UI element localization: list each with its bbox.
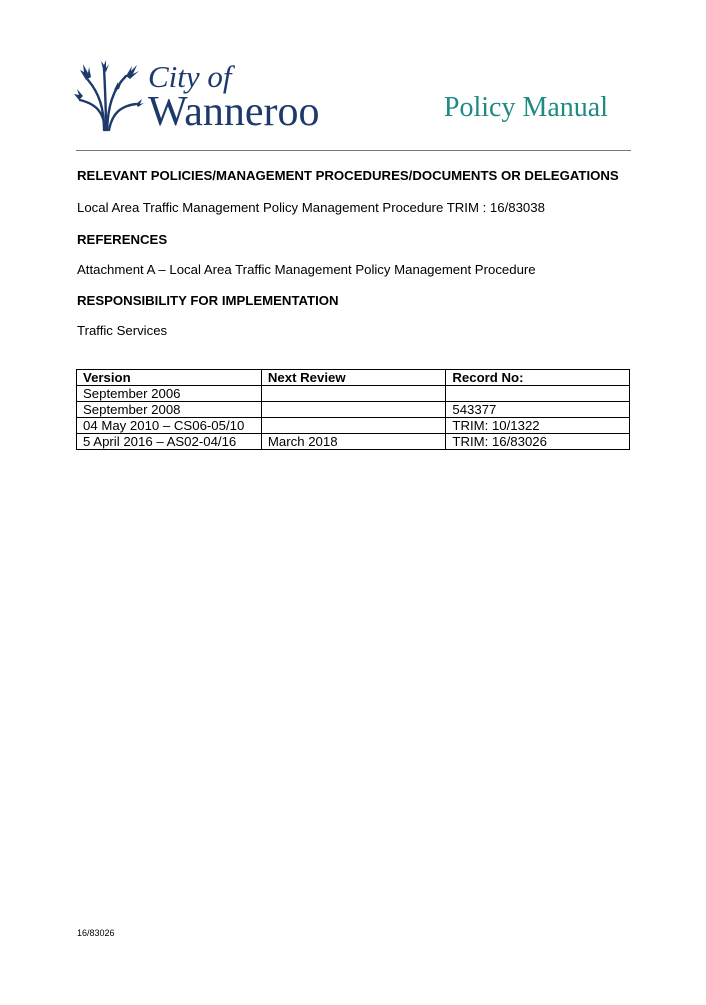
- table-row: [77, 402, 630, 418]
- version-cell: 04 May 2010 – CS06-05/10: [77, 418, 262, 434]
- table-row: [77, 386, 630, 402]
- references-heading: REFERENCES: [77, 232, 168, 247]
- table-row: [77, 434, 630, 450]
- column-header-record-no: Record No:: [446, 370, 630, 386]
- version-cell: 5 April 2016 – AS02-04/16: [77, 434, 262, 450]
- table-row: [77, 418, 630, 434]
- related-documents-text: Local Area Traffic Management Policy Management Procedure TRIM : 16/83038: [77, 200, 545, 215]
- kangaroo-paw-icon: [74, 60, 144, 132]
- version-cell: September 2006: [77, 386, 262, 402]
- header-divider: [76, 150, 631, 151]
- next-review-cell: [261, 386, 445, 402]
- footer-document-reference: 16/83026: [77, 928, 115, 938]
- next-review-cell: March 2018: [261, 434, 445, 450]
- next-review-cell: [261, 402, 445, 418]
- references-text: Attachment A – Local Area Traffic Management Policy Management Procedure: [77, 262, 536, 277]
- table-header-row: [77, 370, 630, 386]
- record-no-cell: TRIM: 16/83026: [446, 434, 630, 450]
- logo-wanneroo-text: Wanneroo: [148, 89, 320, 135]
- next-review-cell: [261, 418, 445, 434]
- record-no-cell: 543377: [446, 402, 630, 418]
- logo-city-text: City of: [148, 59, 232, 94]
- record-no-cell: TRIM: 10/1322: [446, 418, 630, 434]
- column-header-version: Version: [77, 370, 262, 386]
- responsibility-heading: RESPONSIBILITY FOR IMPLEMENTATION: [77, 293, 339, 308]
- version-cell: September 2008: [77, 402, 262, 418]
- related-documents-heading: RELEVANT POLICIES/MANAGEMENT PROCEDURES/DOCUMENTS OR DELEGATIONS: [77, 168, 619, 183]
- column-header-next-review: Next Review: [261, 370, 445, 386]
- record-no-cell: [446, 386, 630, 402]
- version-history-table: [76, 369, 630, 450]
- policy-manual-title: Policy Manual: [443, 92, 608, 123]
- city-of-wanneroo-logo: [74, 60, 334, 140]
- responsibility-text: Traffic Services: [77, 323, 168, 338]
